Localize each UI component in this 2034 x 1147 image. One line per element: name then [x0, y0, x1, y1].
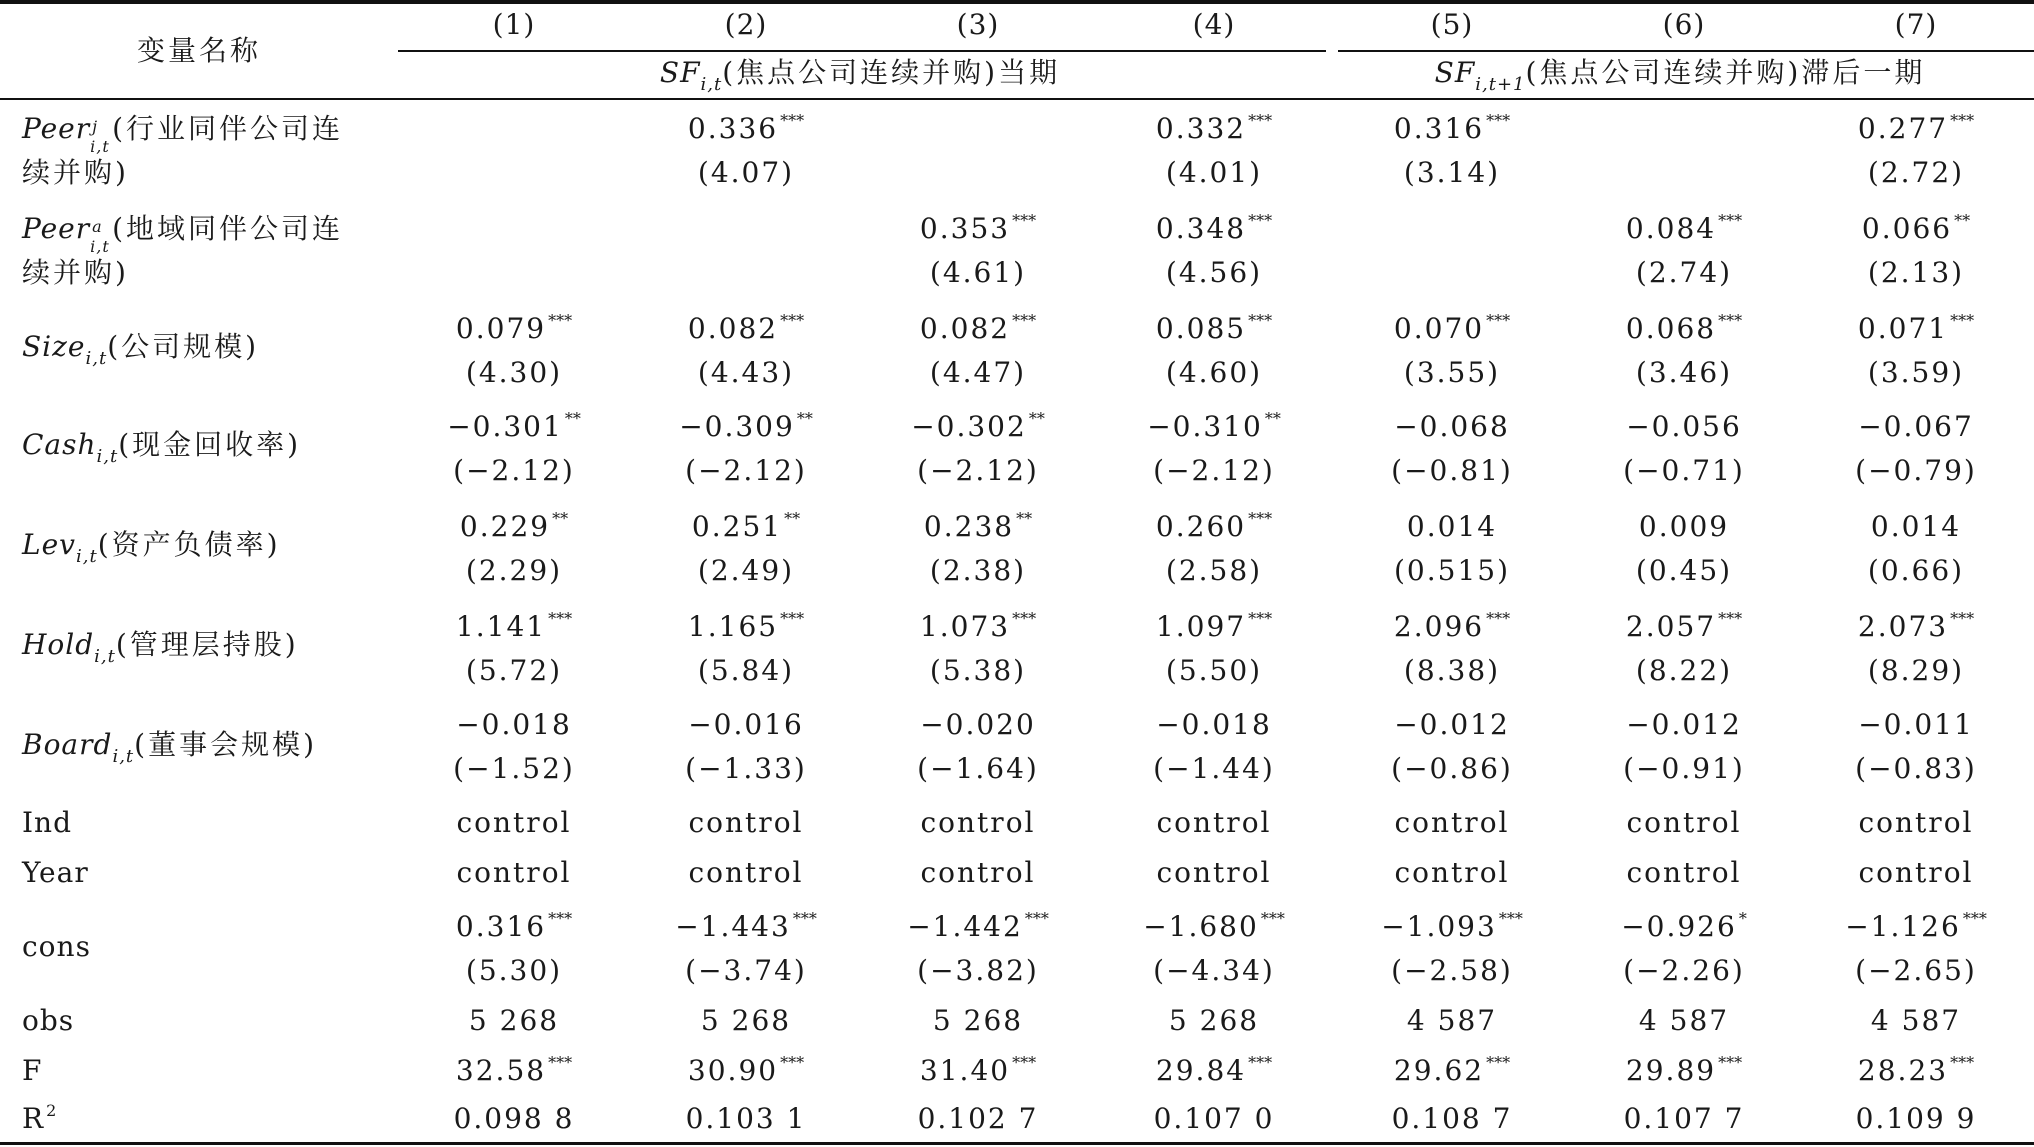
row-label-peer-industry-cont: 续并购) [22, 156, 129, 189]
f-col4-coef [1156, 1054, 1272, 1092]
col-header-3: (3) [956, 8, 1000, 41]
cons-col1-coef [456, 910, 572, 948]
lev-col2-coef-value: 0.251 [691, 510, 783, 543]
peer-a-indices [90, 212, 112, 256]
size-col5-tstat: (3.55) [1403, 356, 1501, 389]
board-text: (董事会规模) [134, 728, 318, 761]
cons-col6-coef [1621, 910, 1747, 948]
f-col6-coef [1626, 1054, 1742, 1092]
f-col2-coef [688, 1054, 804, 1092]
row-label-board [22, 728, 317, 766]
cash-symbol: Cash [22, 428, 97, 461]
cons-col3-coef-value: −1.442 [907, 910, 1023, 943]
peer-j-symbol: Peer [22, 112, 91, 145]
lev-col4-coef-value: 0.260 [1155, 510, 1247, 543]
size-col6-tstat: (3.46) [1635, 356, 1733, 389]
board-col7-tstat: (−0.83) [1855, 752, 1977, 785]
size-col3-coef-value: 0.082 [919, 312, 1011, 345]
peer_j-col4-tstat: (4.01) [1165, 156, 1263, 189]
lev-col3-coef [924, 510, 1032, 548]
lev-col7-coef-value: 0.014 [1870, 510, 1962, 543]
board-sub: i,t [112, 746, 135, 767]
peer-a-sub: i,t [90, 237, 110, 256]
group2-header [1435, 56, 1926, 94]
cons-col2-coef [675, 910, 817, 948]
peer_j-col5-significance: *** [1486, 111, 1511, 130]
hold-col1-significance: *** [548, 609, 573, 628]
variable-name-header: 变量名称 [136, 34, 262, 67]
lev-col4-tstat: (2.58) [1165, 554, 1263, 587]
cash-col3-coef [911, 410, 1045, 448]
hold-col3-significance: *** [1012, 609, 1037, 628]
group2-subscript: i,t+1 [1475, 74, 1526, 95]
lev-col5-coef [1407, 510, 1497, 544]
f-col5-coef [1394, 1054, 1510, 1092]
size-text: (公司规模) [107, 330, 260, 363]
cons-col4-coef-value: −1.680 [1143, 910, 1259, 943]
year-col4-value: control [1156, 856, 1272, 889]
board-col5-coef-value: −0.012 [1394, 708, 1510, 741]
peer-a-sup: a [92, 217, 103, 236]
size-col5-coef-value: 0.070 [1393, 312, 1485, 345]
top-rule [0, 0, 2034, 4]
cash-col2-coef [679, 410, 813, 448]
cons-col1-coef-value: 0.316 [455, 910, 547, 943]
lev-col7-coef [1871, 510, 1961, 544]
board-col6-coef [1626, 708, 1742, 742]
board-col4-coef-value: −0.018 [1156, 708, 1272, 741]
hold-col6-coef [1626, 610, 1742, 648]
lev-col5-coef-value: 0.014 [1406, 510, 1498, 543]
group2-text: (焦点公司连续并购)滞后一期 [1525, 56, 1926, 89]
size-col6-coef [1626, 312, 1742, 350]
r2-col2-value: 0.103 1 [685, 1102, 807, 1135]
peer_j-col4-coef-value: 0.332 [1155, 112, 1247, 145]
hold-col6-coef-value: 2.057 [1625, 610, 1717, 643]
peer_j-col5-tstat: (3.14) [1403, 156, 1501, 189]
hold-col6-significance: *** [1718, 609, 1743, 628]
peer_a-col7-coef [1862, 212, 1970, 250]
hold-col4-significance: *** [1248, 609, 1273, 628]
cash-col4-tstat: (−2.12) [1153, 454, 1275, 487]
cons-col1-tstat: (5.30) [465, 954, 563, 987]
hold-col7-coef [1858, 610, 1974, 648]
size-col1-coef-value: 0.079 [455, 312, 547, 345]
row-label-r2 [22, 1102, 56, 1140]
hold-col7-coef-value: 2.073 [1857, 610, 1949, 643]
group1-subscript: i,t [700, 74, 723, 95]
peer_a-col6-significance: *** [1718, 211, 1743, 230]
f-col2-significance: *** [780, 1053, 805, 1072]
r2-superscript: 2 [46, 1101, 57, 1120]
hold-col2-coef [688, 610, 804, 648]
size-col7-coef [1858, 312, 1974, 350]
board-col5-tstat: (−0.86) [1391, 752, 1513, 785]
board-col2-coef [688, 708, 804, 742]
ind-col4-value: control [1156, 806, 1272, 839]
cons-col2-significance: *** [792, 909, 817, 928]
hold-col5-coef [1394, 610, 1510, 648]
peer_a-col6-tstat: (2.74) [1635, 256, 1733, 289]
peer_j-col5-coef-value: 0.316 [1393, 112, 1485, 145]
cash-col6-coef-value: −0.056 [1626, 410, 1742, 443]
f-col1-significance: *** [548, 1053, 573, 1072]
year-col6-value: control [1626, 856, 1742, 889]
hold-col3-tstat: (5.38) [929, 654, 1027, 687]
f-col3-coef-value: 31.40 [919, 1054, 1011, 1087]
lev-sub: i,t [75, 546, 98, 567]
year-col1-value: control [456, 856, 572, 889]
hold-col3-coef [920, 610, 1036, 648]
col-header-6: (6) [1662, 8, 1706, 41]
r2-col1-value: 0.098 8 [453, 1102, 575, 1135]
peer_j-col7-tstat: (2.72) [1867, 156, 1965, 189]
cons-col7-significance: *** [1962, 909, 1987, 928]
cash-col3-tstat: (−2.12) [917, 454, 1039, 487]
row-label-ind: Ind [22, 806, 73, 839]
size-col3-significance: *** [1012, 311, 1037, 330]
cash-col7-coef-value: −0.067 [1858, 410, 1974, 443]
year-col2-value: control [688, 856, 804, 889]
cons-col5-coef-value: −1.093 [1381, 910, 1497, 943]
peer_a-col4-coef [1156, 212, 1272, 250]
peer_a-col6-coef-value: 0.084 [1625, 212, 1717, 245]
hold-col1-coef [456, 610, 572, 648]
peer_a-col3-tstat: (4.61) [929, 256, 1027, 289]
cash-col7-coef [1858, 410, 1974, 444]
cash-col7-tstat: (−0.79) [1855, 454, 1977, 487]
cash-col2-tstat: (−2.12) [685, 454, 807, 487]
cons-col2-tstat: (−3.74) [685, 954, 807, 987]
board-col2-tstat: (−1.33) [685, 752, 807, 785]
lev-col2-significance: ** [784, 509, 801, 528]
peer-j-indices [90, 112, 112, 156]
size-col2-coef-value: 0.082 [687, 312, 779, 345]
f-col1-coef [456, 1054, 572, 1092]
size-col3-tstat: (4.47) [929, 356, 1027, 389]
cash-sub: i,t [96, 446, 119, 467]
row-label-peer-region-cont: 续并购) [22, 256, 129, 289]
lev-col7-tstat: (0.66) [1867, 554, 1965, 587]
cons-col6-coef-value: −0.926 [1621, 910, 1737, 943]
hold-col1-tstat: (5.72) [465, 654, 563, 687]
peer-a-symbol: Peer [22, 212, 91, 245]
board-col3-tstat: (−1.64) [917, 752, 1039, 785]
row-label-peer-region [22, 212, 344, 256]
cons-col4-significance: *** [1260, 909, 1285, 928]
f-col7-coef-value: 28.23 [1857, 1054, 1949, 1087]
lev-col3-tstat: (2.38) [929, 554, 1027, 587]
row-label-lev [22, 528, 281, 566]
cons-col3-coef [907, 910, 1049, 948]
cons-col4-coef [1143, 910, 1285, 948]
size-col1-tstat: (4.30) [465, 356, 563, 389]
hold-text: (管理层持股) [115, 628, 299, 661]
row-label-cons: cons [22, 930, 91, 963]
peer_a-col7-tstat: (2.13) [1867, 256, 1965, 289]
cons-col2-coef-value: −1.443 [675, 910, 791, 943]
cash-col3-significance: ** [1028, 409, 1045, 428]
obs-col1-value: 5 268 [468, 1004, 560, 1037]
peer-a-text1: (地域同伴公司连 [112, 212, 344, 245]
cons-col3-tstat: (−3.82) [917, 954, 1039, 987]
hold-symbol: Hold [22, 628, 95, 661]
cons-col6-tstat: (−2.26) [1623, 954, 1745, 987]
size-col1-coef [456, 312, 572, 350]
board-col6-coef-value: −0.012 [1626, 708, 1742, 741]
bottom-rule [0, 1142, 2034, 1145]
board-col7-coef [1858, 708, 1974, 742]
peer_j-col2-coef-value: 0.336 [687, 112, 779, 145]
r2-col7-value: 0.109 9 [1855, 1102, 1977, 1135]
cash-col3-coef-value: −0.302 [911, 410, 1027, 443]
cash-col6-coef [1626, 410, 1742, 444]
row-label-cash [22, 428, 301, 466]
hold-col7-tstat: (8.29) [1867, 654, 1965, 687]
row-label-f: F [22, 1054, 43, 1087]
peer_j-col7-significance: *** [1950, 111, 1975, 130]
obs-col5-value: 4 587 [1406, 1004, 1498, 1037]
col-header-1: (1) [492, 8, 536, 41]
r2-col4-value: 0.107 0 [1153, 1102, 1275, 1135]
peer_a-col4-coef-value: 0.348 [1155, 212, 1247, 245]
size-col7-coef-value: 0.071 [1857, 312, 1949, 345]
cash-col2-coef-value: −0.309 [679, 410, 795, 443]
peer_a-col7-coef-value: 0.066 [1861, 212, 1953, 245]
peer_j-col2-tstat: (4.07) [697, 156, 795, 189]
f-col4-significance: *** [1248, 1053, 1273, 1072]
cash-col1-coef-value: −0.301 [447, 410, 563, 443]
cash-col4-significance: ** [1264, 409, 1281, 428]
group1-text: (焦点公司连续并购)当期 [722, 56, 1061, 89]
cash-col4-coef-value: −0.310 [1147, 410, 1263, 443]
row-label-year: Year [22, 856, 89, 889]
board-col7-coef-value: −0.011 [1858, 708, 1974, 741]
peer_a-col6-coef [1626, 212, 1742, 250]
lev-col6-coef [1639, 510, 1729, 544]
hold-col2-significance: *** [780, 609, 805, 628]
year-col3-value: control [920, 856, 1036, 889]
r2-col3-value: 0.102 7 [917, 1102, 1039, 1135]
ind-col6-value: control [1626, 806, 1742, 839]
cash-col5-tstat: (−0.81) [1391, 454, 1513, 487]
lev-col3-coef-value: 0.238 [923, 510, 1015, 543]
size-sub: i,t [85, 348, 108, 369]
board-col1-coef [456, 708, 572, 742]
peer-j-text1: (行业同伴公司连 [112, 112, 344, 145]
lev-col2-coef [692, 510, 800, 548]
size-col5-significance: *** [1486, 311, 1511, 330]
group1-header [660, 56, 1060, 94]
peer_a-col4-tstat: (4.56) [1165, 256, 1263, 289]
peer_j-col5-coef [1394, 112, 1510, 150]
group2-symbol: SF [1434, 56, 1476, 89]
cash-col1-tstat: (−2.12) [453, 454, 575, 487]
cons-col7-tstat: (−2.65) [1855, 954, 1977, 987]
hold-col3-coef-value: 1.073 [919, 610, 1011, 643]
cash-col5-coef [1394, 410, 1510, 444]
f-col6-significance: *** [1718, 1053, 1743, 1072]
size-col7-tstat: (3.59) [1867, 356, 1965, 389]
board-col6-tstat: (−0.91) [1623, 752, 1745, 785]
row-label-peer-industry [22, 112, 344, 156]
board-col3-coef-value: −0.020 [920, 708, 1036, 741]
peer_j-col4-significance: *** [1248, 111, 1273, 130]
obs-col6-value: 4 587 [1638, 1004, 1730, 1037]
size-col4-tstat: (4.60) [1165, 356, 1263, 389]
f-col3-significance: *** [1012, 1053, 1037, 1072]
size-col7-significance: *** [1950, 311, 1975, 330]
size-col2-significance: *** [780, 311, 805, 330]
hold-col4-coef-value: 1.097 [1155, 610, 1247, 643]
size-col2-tstat: (4.43) [697, 356, 795, 389]
cons-col5-significance: *** [1498, 909, 1523, 928]
hold-col5-coef-value: 2.096 [1393, 610, 1485, 643]
board-col1-coef-value: −0.018 [456, 708, 572, 741]
cash-col4-coef [1147, 410, 1281, 448]
hold-col2-tstat: (5.84) [697, 654, 795, 687]
hold-col4-coef [1156, 610, 1272, 648]
lev-col5-tstat: (0.515) [1393, 554, 1511, 587]
size-col4-significance: *** [1248, 311, 1273, 330]
lev-col1-tstat: (2.29) [465, 554, 563, 587]
col-header-7: (7) [1894, 8, 1938, 41]
cash-col2-significance: ** [796, 409, 813, 428]
ind-col3-value: control [920, 806, 1036, 839]
cons-col1-significance: *** [548, 909, 573, 928]
lev-text: (资产负债率) [97, 528, 281, 561]
peer_j-col2-significance: *** [780, 111, 805, 130]
col-header-5: (5) [1430, 8, 1474, 41]
f-col3-coef [920, 1054, 1036, 1092]
year-col5-value: control [1394, 856, 1510, 889]
f-col2-coef-value: 30.90 [687, 1054, 779, 1087]
size-col6-significance: *** [1718, 311, 1743, 330]
ind-col1-value: control [456, 806, 572, 839]
board-col5-coef [1394, 708, 1510, 742]
size-col4-coef [1156, 312, 1272, 350]
f-col6-coef-value: 29.89 [1625, 1054, 1717, 1087]
f-col4-coef-value: 29.84 [1155, 1054, 1247, 1087]
hold-sub: i,t [94, 646, 116, 667]
f-col7-significance: *** [1950, 1053, 1975, 1072]
col-header-2: (2) [724, 8, 768, 41]
peer_j-col4-coef [1156, 112, 1272, 150]
ind-col7-value: control [1858, 806, 1974, 839]
ind-col2-value: control [688, 806, 804, 839]
cash-col1-significance: ** [564, 409, 581, 428]
peer_j-col7-coef [1858, 112, 1974, 150]
hold-col5-significance: *** [1486, 609, 1511, 628]
group2-rule [1338, 50, 2034, 52]
lev-col6-tstat: (0.45) [1635, 554, 1733, 587]
hold-col2-coef-value: 1.165 [687, 610, 779, 643]
board-col1-tstat: (−1.52) [453, 752, 575, 785]
lev-col6-coef-value: 0.009 [1638, 510, 1730, 543]
peer_a-col4-significance: *** [1248, 211, 1273, 230]
board-symbol: Board [22, 728, 113, 761]
r2-col5-value: 0.108 7 [1391, 1102, 1513, 1135]
lev-col4-coef [1156, 510, 1272, 548]
group1-symbol: SF [659, 56, 701, 89]
lev-col4-significance: *** [1248, 509, 1273, 528]
cons-col7-coef-value: −1.126 [1845, 910, 1961, 943]
peer-j-sup: j [92, 117, 99, 136]
size-col5-coef [1394, 312, 1510, 350]
f-col7-coef [1858, 1054, 1974, 1092]
f-col5-significance: *** [1486, 1053, 1511, 1072]
cons-col6-significance: * [1738, 909, 1747, 928]
f-col5-coef-value: 29.62 [1393, 1054, 1485, 1087]
f-col1-coef-value: 32.58 [455, 1054, 547, 1087]
lev-symbol: Lev [22, 528, 76, 561]
peer_a-col7-significance: ** [1954, 211, 1971, 230]
header-rule [0, 98, 2034, 100]
col-header-4: (4) [1192, 8, 1236, 41]
size-col2-coef [688, 312, 804, 350]
cash-col6-tstat: (−0.71) [1623, 454, 1745, 487]
r2-symbol: R [22, 1102, 45, 1135]
size-col4-coef-value: 0.085 [1155, 312, 1247, 345]
r2-col6-value: 0.107 7 [1623, 1102, 1745, 1135]
cash-text: (现金回收率) [118, 428, 302, 461]
group1-rule [398, 50, 1326, 52]
lev-col1-significance: ** [552, 509, 569, 528]
row-label-obs: obs [22, 1004, 75, 1037]
obs-col4-value: 5 268 [1168, 1004, 1260, 1037]
hold-col1-coef-value: 1.141 [455, 610, 547, 643]
cash-col1-coef [447, 410, 581, 448]
peer_j-col2-coef [688, 112, 804, 150]
row-label-hold [22, 628, 299, 666]
lev-col1-coef [460, 510, 568, 548]
peer-j-sub: i,t [90, 137, 110, 156]
size-symbol: Size [22, 330, 86, 363]
cons-col7-coef [1845, 910, 1987, 948]
cons-col3-significance: *** [1024, 909, 1049, 928]
size-col1-significance: *** [548, 311, 573, 330]
lev-col3-significance: ** [1016, 509, 1033, 528]
hold-col6-tstat: (8.22) [1635, 654, 1733, 687]
cash-col5-coef-value: −0.068 [1394, 410, 1510, 443]
cons-col5-coef [1381, 910, 1523, 948]
size-col6-coef-value: 0.068 [1625, 312, 1717, 345]
year-col7-value: control [1858, 856, 1974, 889]
cons-col5-tstat: (−2.58) [1391, 954, 1513, 987]
ind-col5-value: control [1394, 806, 1510, 839]
obs-col3-value: 5 268 [932, 1004, 1024, 1037]
board-col4-coef [1156, 708, 1272, 742]
lev-col1-coef-value: 0.229 [459, 510, 551, 543]
hold-col7-significance: *** [1950, 609, 1975, 628]
peer_j-col7-coef-value: 0.277 [1857, 112, 1949, 145]
cons-col4-tstat: (−4.34) [1153, 954, 1275, 987]
peer_a-col3-significance: *** [1012, 211, 1037, 230]
size-col3-coef [920, 312, 1036, 350]
board-col4-tstat: (−1.44) [1153, 752, 1275, 785]
board-col3-coef [920, 708, 1036, 742]
hold-col4-tstat: (5.50) [1165, 654, 1263, 687]
lev-col2-tstat: (2.49) [697, 554, 795, 587]
obs-col7-value: 4 587 [1870, 1004, 1962, 1037]
hold-col5-tstat: (8.38) [1403, 654, 1501, 687]
board-col2-coef-value: −0.016 [688, 708, 804, 741]
peer_a-col3-coef-value: 0.353 [919, 212, 1011, 245]
obs-col2-value: 5 268 [700, 1004, 792, 1037]
peer_a-col3-coef [920, 212, 1036, 250]
row-label-size [22, 330, 259, 368]
